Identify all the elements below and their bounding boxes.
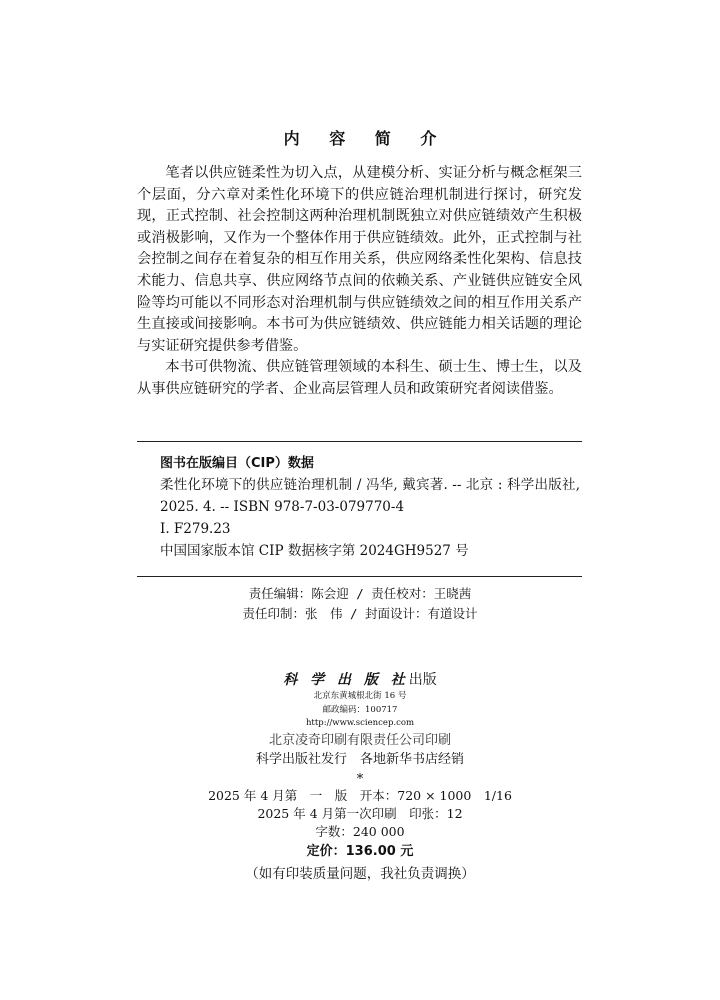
printer-line: 北京凌奇印刷有限责任公司印刷 bbox=[268, 732, 451, 748]
cip-record-number: 中国国家版本馆 CIP 数据核字第 2024GH9527 号 bbox=[160, 543, 469, 559]
word-count-line: 字数：240 000 bbox=[315, 823, 405, 839]
separator-star: * bbox=[356, 771, 364, 787]
cip-entry: 柔性化环境下的供应链治理机制 / 冯华, 戴宾著. -- 北京 : 科学出版社, 2025. 4. -- ISBN 978-7-03-079770-4 bbox=[160, 477, 580, 515]
publisher-address: 北京东黄城根北街 16 号 bbox=[313, 691, 407, 701]
abstract-paragraph-2: 本书可供物流、供应链管理领域的本科生、硕士生、博士生，以及从事供应链研究的学者、企业高层管理人员和政策研究者阅读借鉴。 bbox=[137, 359, 582, 397]
publisher-logo: 科 学 出 版 社 bbox=[283, 672, 409, 688]
cip-block bbox=[160, 474, 580, 562]
edition-line: 2025 年 4 月第 一 版 开本：720 × 1000 1/16 bbox=[208, 787, 512, 803]
publisher-line bbox=[0, 670, 720, 690]
cip-classification: Ⅰ. F279.23 bbox=[160, 521, 231, 537]
cip-heading: 图书在版编目（CIP）数据 bbox=[160, 456, 314, 471]
staff-line-production: 责任印制：张 伟 / 封面设计：有道设计 bbox=[242, 606, 478, 621]
distribution-line: 科学出版社发行 各地新华书店经销 bbox=[255, 751, 464, 767]
imprint-block bbox=[0, 670, 720, 885]
publisher-suffix: 出版 bbox=[408, 672, 437, 688]
publisher-postcode: 邮政编码：100717 bbox=[322, 704, 398, 715]
cip-top-rule bbox=[137, 441, 582, 442]
price-line: 定价：136.00 元 bbox=[306, 843, 414, 859]
printing-line: 2025 年 4 月第一次印刷 印张：12 bbox=[257, 805, 463, 821]
book-abstract bbox=[137, 163, 582, 401]
quality-note: （如有印装质量问题，我社负责调换） bbox=[245, 865, 475, 882]
publisher-website: http://www.sciencep.com bbox=[305, 718, 415, 728]
cip-bottom-rule bbox=[137, 576, 582, 577]
editorial-staff bbox=[0, 584, 720, 624]
page-title: 内 容 简 介 bbox=[283, 129, 449, 148]
abstract-paragraph-1: 笔者以供应链柔性为切入点，从建模分析、实证分析与概念框架三个层面，分六章对柔性化环境下的供应链治理机制进行探讨，研究发现，正式控制、社会控制这两种治理机制既独立对供应链绩效产生积极或消极影响，又作为一个整体作用于供应链绩效。此外，正式控制与社会控制之间存在着复杂的相互作用关系，供应网络柔性化架构、信息技术能力、信息共享、供应网络节点间的依赖关系、产业链供应链安全风险等均可能以不同形态对治理机制与供应链绩效之间的相互作用关系产生直接或间接影响。本书可为供应链绩效、供应链能力相关话题的理论与实证研究提供参考借鉴。 bbox=[137, 165, 582, 354]
staff-line-editors: 责任编辑：陈会迎 / 责任校对：王晓茜 bbox=[248, 586, 472, 601]
